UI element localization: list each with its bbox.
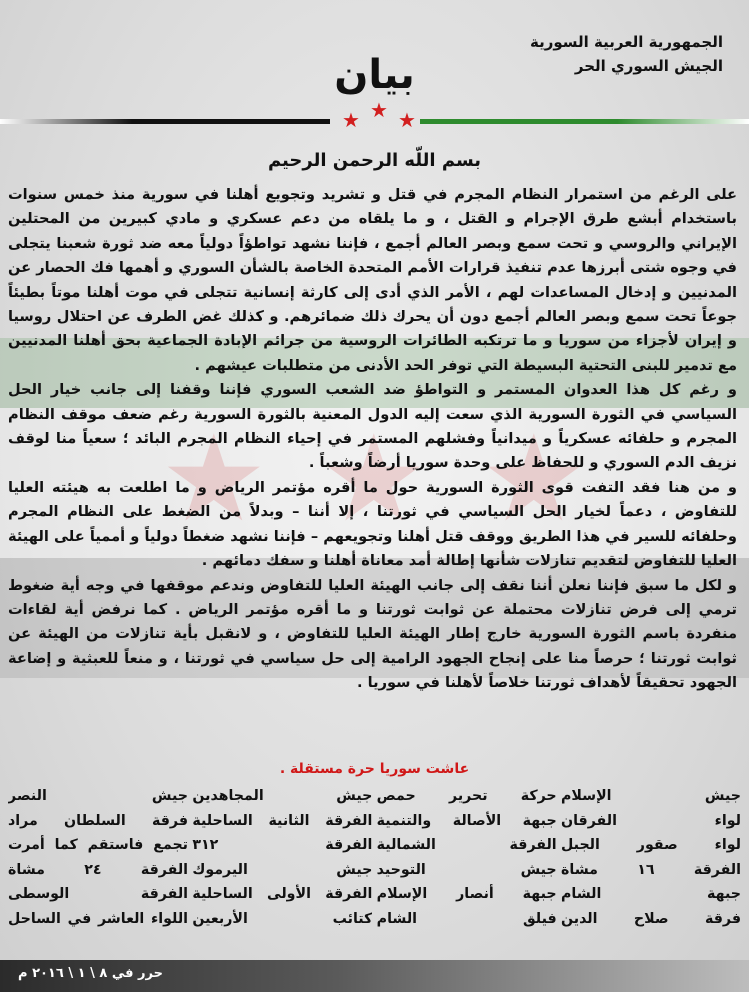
signatory-name: جيش المجاهدين — [192, 788, 373, 804]
signatory-row — [8, 809, 741, 834]
signatory-name: جيش النصر — [8, 788, 189, 804]
signatory-name: جيش الإسلام — [561, 788, 741, 804]
statement-body — [8, 183, 737, 696]
signatory-row — [8, 907, 741, 932]
signatory-name: الفرقة الوسطى — [8, 886, 189, 902]
bismillah-heading: بسم اللّه الرحمن الرحيم — [267, 150, 482, 171]
signatory-row — [8, 858, 741, 883]
watermark-star-icon: ★ — [320, 410, 428, 549]
signatory-name: تجمع فاستقم كما أمرت — [8, 837, 189, 853]
letterhead-army: الجيش السوري الحر — [574, 57, 723, 75]
footer-date: حرر في ٨ \ ١ \ ٢٠١٦ م — [18, 966, 163, 981]
statement-paragraph: و لكل ما سبق فإننا نعلن أننا نقف إلى جانب الهيئة العليا للتفاوض وندعم موقفها في وجه أية ضغوط ترمي إلى فرض تنازلات محتملة عن ثوابت ثورتنا و ما أقره مؤتمر الرياض . كما نرفض أية لقاءات منفردة باسم الثورة السورية خارج إطار الهيئة العليا للتفاوض ، و لانقبل بأية تنازلات من الهيئة عن ثوابت ثورتنا ؛ حرصاً منا على إنجاح الجهود الرامية إلى حل سياسي في ثورتنا ، و منعاً للعبثية و إضاعة الجهود تحقيقاً لأهداف ثورتنا خلاصاً لأهلنا في سوريا . — [8, 576, 737, 692]
flag-line-green — [420, 119, 749, 124]
signatory-name: حركة تحرير حمص — [376, 788, 557, 804]
signatory-groups — [8, 784, 741, 931]
flag-line-black — [0, 119, 330, 124]
star-icon: ★ — [342, 108, 360, 132]
flag-stars — [338, 100, 418, 130]
signatory-row — [8, 882, 741, 907]
signatory-name: جبهة الشام — [561, 886, 741, 902]
signatory-row — [8, 833, 741, 858]
signatory-name: فيلق الشام — [376, 910, 557, 927]
statement-paragraph: على الرغم من استمرار النظام المجرم في قتل و تشريد وتجويع أهلنا في سورية منذ خمس سنوات باستخدام أبشع طرق الإجرام و القتل ، و ما يلقاه من دعم عسكري و مادي كبيرين من المحتلين الإيراني والروسي و تحت سمع وبصر العالم أجمع ، فإننا نشهد تواطؤاً دولياً معه ضد ثورة شعبنا يتجلى في وجوه شتى أبرزها عدم تنفيذ قرارات الأمم المتحدة الخاصة بالشأن السوري و أهمها فك الحصار عن المدنيين و إدخال المساعدات لهم ، الأمر الذي أدى إلى كارثة إنسانية تتجلى في موت أهلنا موتاً بطيئاً جوعاً تحت سمع وبصر العالم أجمع دون أن يحرك ذلك ضمائرهم. و كذلك غض الطرف عن احتلال روسيا و إيران لأجزاء من سوريا و ما ترتكبه الطائرات الروسية من جرائم الإبادة الجماعية بحق أهلنا المدنيين مع تدمير للبنى التحتية البسيطة التي توفر الحد الأدنى من متطلبات عيشهم . — [8, 186, 737, 374]
signatory-name: الفرقة الثانية الساحلية — [192, 812, 373, 829]
signatory-name: الفرقة الأولى الساحلية — [192, 886, 373, 902]
signatory-name: فرقة صلاح الدين — [561, 910, 741, 927]
signatory-name: جيش اليرموك — [192, 861, 373, 878]
signatory-name: الفرقة الشمالية — [376, 837, 557, 853]
signatory-name: كتائب الأربعين — [192, 910, 373, 927]
statement-paragraph: و من هنا فقد التفت قوى الثورة السورية حول ما أقره مؤتمر الرياض و ما اطلعت به هيئته العليا للتفاوض ، دعماً لخيار الحل السياسي في ثورتنا ، إلا أننا – وبدلاً من الضغط على النظام المجرم وحلفائه للسير في هذا الطريق ووقف قتل أهلنا وتجويعهم – فإننا نشهد ضغطاً دولياً و أممياً على الهيئة العليا للتفاوض لتقديم تنازلات شأنها إطالة أمد معاناة أهلنا و سفك دمائهم . — [8, 478, 737, 570]
signatory-name: لواء صقور الجبل — [561, 837, 741, 853]
signatory-row — [8, 784, 741, 809]
letterhead-country: الجمهورية العربية السورية — [530, 33, 723, 51]
signatory-name: فرقة السلطان مراد — [8, 812, 189, 829]
signatory-name: جيش التوحيد — [376, 861, 557, 878]
signatory-name: لواء الفرقان — [561, 812, 741, 829]
signatory-name: الفرقة ٣١٢ — [192, 837, 373, 853]
signatory-name: جبهة أنصار الإسلام — [376, 886, 557, 902]
star-icon: ★ — [370, 98, 388, 122]
page-title: بيان — [334, 52, 415, 98]
signatory-name: اللواء العاشر في الساحل — [8, 910, 189, 927]
closing-slogan: عاشت سوريا حرة مستقلة . — [279, 761, 470, 777]
signatory-name: الفرقة ١٦ مشاة — [561, 861, 741, 878]
statement-paragraph: و رغم كل هذا العدوان المستمر و التواطؤ ضد الشعب السوري فإننا وقفنا إلى جانب خيار الحل السياسي في الثورة السورية الذي سعت إليه الدول المعنية بالثورة السورية رغم ضعف موقف النظام المجرم و حلفائه عسكرياً و ميدانياً وفشلهم المستمر في إحياء النظام المجرم البائد ؛ سعياً منا لوقف نزيف الدم السوري و للحفاظ على وحدة سوريا أرضاً وشعباً . — [8, 381, 737, 472]
watermark-star-icon: ★ — [480, 410, 588, 549]
watermark-star-icon: ★ — [160, 410, 268, 549]
signatory-name: الفرقة ٢٤ مشاة — [8, 861, 189, 878]
signatory-name: جبهة الأصالة والتنمية — [376, 812, 557, 829]
star-icon: ★ — [398, 108, 416, 132]
